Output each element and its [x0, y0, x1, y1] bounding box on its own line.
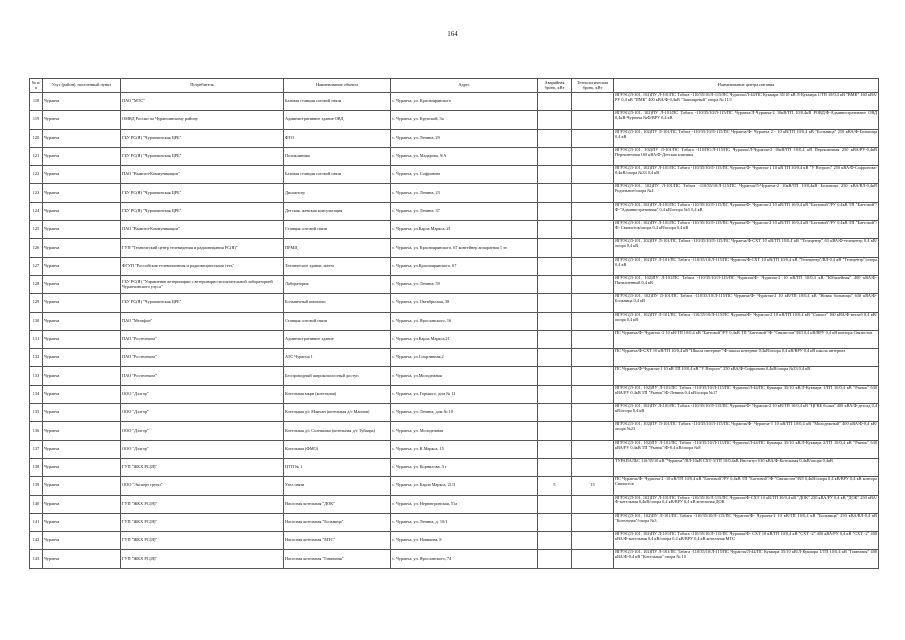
table-row [30, 330, 879, 348]
row-power-center: ПС Чурапча/Ф-Чурапча-1 10 кВ ТП 10/0,4 кВ "У Второго" 250 кВА/Ф-Софронова 0,4кВ/опора №33 0,4 кВ [614, 367, 879, 385]
row-number: 141 [30, 513, 43, 531]
objects-table [29, 78, 879, 569]
row-tech-reserve [572, 532, 614, 550]
row-power-center: ЯГРЭС(Л-101, 102)ПУ Л-101/ПС Табага -110/35/10/Л-115/ПС Чурапча/Ф- Чурапча-2 10 кВ/ТП 10/0,4 кВ "Новая больница" 630 кВА/Ф-Больница 0,4 кВ [614, 294, 879, 312]
table-row [30, 550, 879, 568]
row-emergency-reserve [538, 458, 572, 476]
row-ulus: Чурапча [43, 532, 121, 550]
row-address: с. Чурапча, ул. Октябрьская, 38 [391, 294, 538, 312]
row-ulus: Чурапча [43, 275, 121, 293]
row-number: 124 [30, 202, 43, 220]
row-power-center: ЯГРЭС(Л-101, 102)ПУ Л-101/ПС Табага -110/35/10/Л-115/ПС Чурапча/Ф- Чурапча-1 10 кВ ТП 10/0,4 кВ "У Второго" 250 кВА/Ф-Софронова- 0,4кВ/опора №33 0,4 кВ [614, 166, 879, 184]
row-number: 140 [30, 495, 43, 513]
row-tech-reserve [572, 550, 614, 568]
header-address: Адрес [391, 79, 538, 93]
row-ulus: Чурапча [43, 404, 121, 422]
table-row [30, 367, 879, 385]
row-address: с. Чурапча, ул.Красноярянского, 67 [391, 257, 538, 275]
row-address: с. Чурапча, ул. Корнилова, 3 г [391, 458, 538, 476]
row-address: с. Чурапча, ул. Ярославского, 74 [391, 550, 538, 568]
row-tech-reserve [572, 440, 614, 458]
row-consumer: ОМВД России по Чурапчинскому району [121, 111, 284, 129]
row-object: Насосная котельная "МТС" [284, 532, 391, 550]
row-ulus: Чурапча [43, 422, 121, 440]
row-object: Беспроводный широкополосный доступ [284, 367, 391, 385]
row-address: с. Чурапча, ул. Крупской, 3а [391, 111, 538, 129]
row-address: с. Чурапча, ул. Горького, дом № 11 [391, 385, 538, 403]
row-emergency-reserve [538, 495, 572, 513]
row-ulus: Чурапча [43, 166, 121, 184]
row-address: с. Чурапча, ул. Ленина, 29 [391, 129, 538, 147]
row-power-center: ЯГРЭС(Л-101, 102)ПУ Л-101/ПС Табага -110/35/10/Л-115/ПС Чурапча/Л-44/ПС Кукмара 35/10 кВ/Л-Кукмара 1/ТП 10/0,4 кВ "Рынок" 630 кВА/РУ 0,4кВ ТП "Рынок"/Ф-Ленина 0,4 кВ/опора №17 [614, 385, 879, 403]
row-emergency-reserve [538, 239, 572, 257]
row-object: ЦТП № 1 [284, 458, 391, 476]
row-address: с. Чурапча, ул. Нерюнгринская, 51а [391, 495, 538, 513]
header-tech-reserve: Технологическая бронь, кВт [572, 79, 614, 93]
row-consumer: ГБУ РС(Я) "Чурапчинская ЦРБ" [121, 294, 284, 312]
row-consumer: ГБУ РС(Я) "Чурапчинская ЦРБ" [121, 184, 284, 202]
row-address: с. Чурапча, ул. Ленина, д. 10/1 [391, 513, 538, 531]
row-power-center: ПС Чурапча/Ф- Чурапча -2 10 кВ/ТП 10/0,4 кВ "Баттовой"/РУ 0,4кВ ТП "Баттовой"/Ф-"Связистов"/ВЛ 0,4 кВ/ВРУ 0,4 кВ контора Связистов [614, 330, 879, 348]
row-tech-reserve [572, 330, 614, 348]
row-object: Базовая станция сотовой связи [284, 93, 391, 111]
row-tech-reserve [572, 202, 614, 220]
row-power-center: ЯГРЭС(Л-101, 102)ПУ Л-101/ПС Табага -110/35/10/Л-115/ПС Чурапча/Ф-СХТ 10 кВ/ТП 10/0,4 кВ "ДОК" 250 кВА/РУ 0,4 кВ "ДОК" 250 кВА/Ф-котельная 0,4кВ/опора 0,4 кВ/ВРУ 0,4 кВ котельная ДОК [614, 495, 879, 513]
table-row [30, 275, 879, 293]
row-tech-reserve [572, 404, 614, 422]
row-number: 122 [30, 166, 43, 184]
row-tech-reserve [572, 111, 614, 129]
row-ulus: Чурапча [43, 221, 121, 239]
row-power-center: ЯГРЭС(Л-101, 102)ПУ Л-101/ПС Табага -110/35/10/Л-115/ПС Чурапча/Л-Чурапча-2 10кВ/ТП 10/0,4кВ РОВД/Ф-Административное ОВД 0,4кВ-Чурапча №Ф/ВРУ 0,4 кВ [614, 111, 879, 129]
row-tech-reserve [572, 458, 614, 476]
row-power-center: ЯГРЭС(Л-101, 102)ПУ Л-101/ПС Табага -110/35/10/Л-115/ПС Чурапча/Л-44/ПС Кукмара 35/10 кВ Л-Кукмара 1/ТП 10/0,4 кВ "ВМК" 160 кВА/РУ 0,4 кВ "ПМК" 400 кВА/Ф-0,4кВ "Заполярный" опора № 11/1 [614, 93, 879, 111]
row-emergency-reserve [538, 532, 572, 550]
row-object: Котельная д/с Солнышко (котельная д/с Туйаара) [284, 422, 391, 440]
row-address: с. Чурапча, ул. Ленина, дом № 10 [391, 404, 538, 422]
row-ulus: Чурапча [43, 367, 121, 385]
row-emergency-reserve [538, 349, 572, 367]
row-consumer: ГУП "ЖКХ РС(Я)" [121, 532, 284, 550]
row-ulus: Чурапча [43, 129, 121, 147]
row-consumer: ООО "Дэлгэр" [121, 422, 284, 440]
row-power-center: ЯГРЭС(Л-101, 102)ПУ Л-101/ПС Табага -110/35/10/Л-115/ПС Чурапча/Ф-СХТ 10 кВ/ТП 10/0,4 кВ "Телецентр" 63 кВА/Ф-телецентр 0,4 кВ/опора 0,4 кВ [614, 239, 879, 257]
row-power-center: ЯГРЭС(Л-101, 102)ПУ Л-101/ПС Табага -110/35/10/Л-115/ПС Чурапча/Ф- Чурапча-2 10 кВ/ТП 10/0,4 кВ "Совхоз" 160 кВА/Ф-ветлаб 0,4 кВ/опора 0,4 кВ [614, 312, 879, 330]
row-number: 139 [30, 477, 43, 495]
row-number: 127 [30, 257, 43, 275]
row-tech-reserve [572, 367, 614, 385]
row-number: 131 [30, 330, 43, 348]
row-object: Больничный комплекс [284, 294, 391, 312]
row-ulus: Чурапча [43, 294, 121, 312]
table-row [30, 440, 879, 458]
row-address: с. Чурапча, ул.Спортивная,2 [391, 349, 538, 367]
row-consumer: ГУП "ЖКХ РС(Я)" [121, 550, 284, 568]
row-emergency-reserve [538, 147, 572, 165]
row-number: 137 [30, 440, 43, 458]
row-number: 134 [30, 385, 43, 403]
row-consumer: ООО "Дэлгэр" [121, 404, 284, 422]
row-object: Станция сотовой связи [284, 221, 391, 239]
row-number: 120 [30, 129, 43, 147]
row-emergency-reserve [538, 166, 572, 184]
row-power-center: ЯГРЭС(Л-101, 102)ПУ Л-101/ПС Табага -110/35/10/Л-115/ПС Чурапча/Л-44/ПС Кукмара 35/10 кВ/Л-Кукмара 1/ТП 10/0,4 кВ "Гимназия" 400 кВА/Ф-0,4 кВ "Котельная" опора № 10 [614, 550, 879, 568]
row-consumer: ГБУ РС(Я) "Чурапчинская ЦРБ" [121, 202, 284, 220]
table-row [30, 147, 879, 165]
row-tech-reserve [572, 495, 614, 513]
row-number: 136 [30, 422, 43, 440]
table-row [30, 257, 879, 275]
row-consumer: ГБУ РС(Я) "Чурапчинская ЦРБ" [121, 129, 284, 147]
row-object: Техническое здание, мачта [284, 257, 391, 275]
row-tech-reserve [572, 257, 614, 275]
row-ulus: Чурапча [43, 349, 121, 367]
row-ulus: Чурапча [43, 495, 121, 513]
row-tech-reserve [572, 294, 614, 312]
row-object: Базовая станция сотовой связи [284, 166, 391, 184]
row-consumer: ГУП "ЖКХ РС(Я)" [121, 495, 284, 513]
row-address: с. Чурапча, ул. Мадарова, 9/А [391, 147, 538, 165]
row-emergency-reserve [538, 202, 572, 220]
row-number: 130 [30, 312, 43, 330]
row-ulus: Чурапча [43, 147, 121, 165]
row-ulus: Чурапча [43, 385, 121, 403]
row-emergency-reserve [538, 330, 572, 348]
table-row [30, 221, 879, 239]
row-number: 126 [30, 239, 43, 257]
table-header-row [30, 79, 879, 93]
row-emergency-reserve: 5 [538, 477, 572, 495]
row-ulus: Чурапча [43, 513, 121, 531]
row-power-center: ЯГРЭС(Л-101, 102)ПУ Л-101/ПС Табага -110/35/10/Л-115/ПС Чурапча/Ф- Чурапча-2 10 кВ/ТП 10/0,4 кВ "ЦГКБ больн" 400 кВА/Ф-детсад 0,4 кВ/опора 0,4 кВ [614, 404, 879, 422]
row-number: 135 [30, 404, 43, 422]
row-object: Административное здание ОВД [284, 111, 391, 129]
row-object: Насосная котельная "ДОК" [284, 495, 391, 513]
row-number: 118 [30, 93, 43, 111]
row-object: Административное здание [284, 330, 391, 348]
row-emergency-reserve [538, 513, 572, 531]
table-row [30, 477, 879, 495]
table-row [30, 166, 879, 184]
row-power-center: ЯГРЭС(Л-101, 102)ПУ Л-101/ПС Табага -110/35/10/Л-115/ПС Чурапча/Л-44/ПС Кукмара 35/10 кВ/Л-Кукмара 2/ТП 10/0,4 кВ "Рынок" 630 кВА/РУ 0,4кВ ТП "Рынок"/Ф-0,4 кВ/опора №8 [614, 440, 879, 458]
row-emergency-reserve [538, 294, 572, 312]
row-object: Диспансер [284, 184, 391, 202]
row-power-center: ЯГРЭС(Л-101, 102)ПУ Л-101/ПС Табага -110/35/10/Л-115/ПС Чурапча/Ф- Чурапча-2 10 кВ/ТП 10/0,4 кВ "Больница" 250 кВА/ВЛ-0,4 кВ "Котельная"/опора №3 [614, 513, 879, 531]
table-row [30, 385, 879, 403]
row-tech-reserve [572, 166, 614, 184]
row-power-center: ЯГРЭС(Л-101, 102)ПУ Л-101/ПС Табага -110/35/10/Л-115/ПС Чурапча/Ф- Чурапча-2 10 кВ/ТП 10/0,4 кВ "Юбилейная" 400 кВА/Ф-Пятилиенный 0,4 кВ [614, 275, 879, 293]
row-number: 138 [30, 458, 43, 476]
row-power-center: ЯГРЭС(Л-101, 102)ПУ Л-101/ПС Табага -110/35/10/Л-115/ПС Чурапча/Ф- Чурапча-2 10 кВ/ТП 10/0,4 кВ "Баттовой"/РУ 0,4кВ ТП "Баттовой"/Ф- Связистов/опора 0,4 кВ/опора 0,4 кВ [614, 221, 879, 239]
row-object: ПРМЦ [284, 239, 391, 257]
row-consumer: ГУП "ЖКХ РС(Я)" [121, 458, 284, 476]
row-power-center: ЯГРЭС(Л-101, 102)ПУ Л-101/ПС Табага -110/35/10/Л-115/ПС Чурапча/Ф- СХТ 10 кВ/ТП 10/0,4 кВ "СХТ -2" 400 кВА/РУ 0,4 кВ "СХТ -2" 400 кВА/Ф-котельная 0,4 кВ/опора 0,4 кВ/ВРУ 0,4 кВ котельная МТС [614, 532, 879, 550]
row-address: с. Чурапча, ул.Карла Маркса,21 [391, 330, 538, 348]
row-consumer: ПАО "МТС" [121, 93, 284, 111]
table-row [30, 239, 879, 257]
row-object: ФТО [284, 129, 391, 147]
table-row [30, 184, 879, 202]
row-consumer: ПАО "Вымпел-Коммуникации" [121, 166, 284, 184]
row-object: Котельная мкрн (котельная) [284, 385, 391, 403]
table-row [30, 513, 879, 531]
table-row [30, 458, 879, 476]
header-ulus: Улус (район), населенный пункт [43, 79, 121, 93]
row-ulus: Чурапча [43, 93, 121, 111]
row-emergency-reserve [538, 275, 572, 293]
row-address: с. Чурапча, ул. Ленина, 37 [391, 202, 538, 220]
row-consumer: ПАО "Ростелеком" [121, 349, 284, 367]
row-number: 125 [30, 221, 43, 239]
row-object: Станция сотовой связи [284, 312, 391, 330]
row-number: 119 [30, 111, 43, 129]
table-row [30, 129, 879, 147]
row-consumer: ООО "Эксперт групп" [121, 477, 284, 495]
row-emergency-reserve [538, 440, 572, 458]
row-object: Поликлиника [284, 147, 391, 165]
row-object: Котельная д/с Маичан (котельная д/с Маичан) [284, 404, 391, 422]
row-consumer: ФГУП "Российская телевизионная и радиовещательная сеть" [121, 257, 284, 275]
row-address: с. Чурапча, ул. Карла Маркса, 21/3 [391, 477, 538, 495]
row-emergency-reserve [538, 550, 572, 568]
row-emergency-reserve [538, 312, 572, 330]
row-object: Узел связи [284, 477, 391, 495]
row-consumer: ПАО "Вымпел-Коммуникации" [121, 221, 284, 239]
row-consumer: ООО "Дэлгэр" [121, 385, 284, 403]
row-address: с. Чурапча, ул.Карла Маркса, 21 [391, 221, 538, 239]
row-object: Детская, женская консультация [284, 202, 391, 220]
row-emergency-reserve [538, 257, 572, 275]
row-ulus: Чурапча [43, 477, 121, 495]
row-address: с. Чурапча, ул. К.Маркса, 15 [391, 440, 538, 458]
row-number: 123 [30, 184, 43, 202]
row-emergency-reserve [538, 111, 572, 129]
table-row [30, 532, 879, 550]
row-number: 132 [30, 349, 43, 367]
row-ulus: Чурапча [43, 184, 121, 202]
row-number: 133 [30, 367, 43, 385]
row-tech-reserve [572, 221, 614, 239]
table-row [30, 312, 879, 330]
row-address: с. Чурапча, ул.Молодежная [391, 367, 538, 385]
row-ulus: Чурапча [43, 458, 121, 476]
row-ulus: Чурапча [43, 312, 121, 330]
row-tech-reserve [572, 312, 614, 330]
row-tech-reserve [572, 129, 614, 147]
row-emergency-reserve [538, 221, 572, 239]
table-row [30, 495, 879, 513]
row-consumer: ПАО "Ростелеком" [121, 330, 284, 348]
row-object: АТС Чурапча 1 [284, 349, 391, 367]
table-row [30, 294, 879, 312]
row-number: 143 [30, 550, 43, 568]
header-emergency-reserve: Аварийная бронь, кВт [538, 79, 572, 93]
row-ulus: Чурапча [43, 202, 121, 220]
row-ulus: Чурапча [43, 111, 121, 129]
row-number: 121 [30, 147, 43, 165]
row-address: с. Чурапча, ул. Ленина, 59 [391, 275, 538, 293]
row-number: 129 [30, 294, 43, 312]
row-power-center: ТУРАПАЛЬС 110/35/10 кВ "Чурапча"/ВЛ-10кВ СХТ-3/ТП 10/0,4кВ Институт 630 кВА/Ф-Котельная 0,4кВ/опора 0,4кВ [614, 458, 879, 476]
header-object: Наименование объекта [284, 79, 391, 93]
row-object: Лаборатория [284, 275, 391, 293]
row-emergency-reserve [538, 422, 572, 440]
row-emergency-reserve [538, 367, 572, 385]
table-row [30, 349, 879, 367]
row-consumer: ГУП "Технический центр телевидения и радиовещания РС(Я)" [121, 239, 284, 257]
row-tech-reserve [572, 239, 614, 257]
row-consumer: ГБУ РС(Я) "Чурапчинская ЦРБ" [121, 147, 284, 165]
row-address: с. Чурапча, ул. Ярославского, 16 [391, 312, 538, 330]
row-emergency-reserve [538, 404, 572, 422]
header-number: № п/п [30, 79, 43, 93]
row-emergency-reserve [538, 385, 572, 403]
table-row [30, 202, 879, 220]
row-consumer: ГБУ РС(Я) "Управление ветеринарии с ветеринарно-испытательной лабораторией Чурапчинского улуса" [121, 275, 284, 293]
row-object: Насосная котельная "Гимназия" [284, 550, 391, 568]
row-consumer: ПАО "Ростелеком" [121, 367, 284, 385]
row-tech-reserve [572, 93, 614, 111]
row-tech-reserve [572, 147, 614, 165]
row-power-center: ЯГРЭС(Л-101, 102)ПУ Л-101/ПС Табага -110/35/10/Л-115/ПС Чурапча/Ф-СХТ 10 кВ/ТП 10/0,4 кВ "Телецентр"/ВЛ-0,4 кВ "Телецентр"/опора 0,4 кВ [614, 257, 879, 275]
row-ulus: Чурапча [43, 239, 121, 257]
row-tech-reserve [572, 349, 614, 367]
table-row [30, 404, 879, 422]
row-tech-reserve [572, 184, 614, 202]
table-row [30, 93, 879, 111]
row-address: с. Чурапча, ул. Софронова [391, 166, 538, 184]
row-ulus: Чурапча [43, 550, 121, 568]
row-tech-reserve [572, 275, 614, 293]
row-power-center: ЯГРЭС(Л-101, 102)ПУ Л-101/ПС Табага -110/35/10/Л-115/ПС Чурапча/Ф- Чурапча 2 - 10 кВ/ТП 10/0,4 кВ "Больница" 250 кВА/Ф-Больница 0,4 кВ [614, 129, 879, 147]
row-address: с. Чурапча, ул. Ленина, 23 [391, 184, 538, 202]
row-power-center: ПС Чурапча/Ф- Чурапча-2 -10 кВ/ТП 10/0,4 кВ "Баттовой"/РУ 0,4кВ ТП "Баттовой"/Ф-"Связистов"/ВЛ 0,4кВ/опора 0,4 кВ/ВРУ 0,4 кВ контора Связистов [614, 477, 879, 495]
row-power-center: ЯГРЭС(Л-101, 102)ПУ Л-101/ПС Табага -110/35/10/Л-115/ПС Чурапча/Ф- Чурапча-1 10 кВ/ТП 10/0,4 кВ "Молодежный" 400 кВА/Ф-0,4 кВ/опора №23 [614, 422, 879, 440]
row-object: Насосная котельная "Больница" [284, 513, 391, 531]
row-tech-reserve [572, 385, 614, 403]
header-consumer: Потребитель [121, 79, 284, 93]
row-ulus: Чурапча [43, 257, 121, 275]
row-number: 128 [30, 275, 43, 293]
row-power-center: ЯГРЭС(Л-101, 102)ПУ Л-101/ПС Табага -110/ПС/Л-115/ПС Чурапча/Л-Чурапча-2 10кВ/ТП 10/0,4 кВ Переключная 250 кВА/РУ-0,4кВ Переключная 160 кВА/Ф-Детская клиника [614, 147, 879, 165]
row-emergency-reserve [538, 93, 572, 111]
row-address: с. Чурапча, ул. Новикова, 8 [391, 532, 538, 550]
row-power-center: ПС Чурапча/Ф-СХТ 10 кВ/ТП 10/0,4 кВ "Школа интернат"/Ф-школа интернат 0,4кВ/опора 0,4 кВ/ВРУ 0,4 кВ школа интернат [614, 349, 879, 367]
row-address: с. Чурапча, ул. Красноярянского [391, 93, 538, 111]
row-object: Котельная (ФМО) [284, 440, 391, 458]
row-tech-reserve: 15 [572, 477, 614, 495]
row-power-center: ЯГРЭС(Л-101, 102)ПУ Л-101/ПС Табага -110/35/10/Л-115/ПС Чурапча/Ф- Чурапча-2 10 кВ/ТП 10/0,4 кВ "Баттовой"/РУ 0,4кВ ТП "Баттовой"/Ф-"Административная" 0,4 кВ/опора №5 0,4 кВ [614, 202, 879, 220]
row-address: с. Чурапча, ул. Красноярянского, 67 контейнер аппаратная 1 эт. [391, 239, 538, 257]
table-row [30, 422, 879, 440]
row-address: с. Чурапча, ул. Молодежная [391, 422, 538, 440]
row-emergency-reserve [538, 184, 572, 202]
row-consumer: ПАО "Мегафон" [121, 312, 284, 330]
row-tech-reserve [572, 513, 614, 531]
row-power-center: ЯГРЭС(Л-101, 102)ПУ Л-101/ПС Табага -110/35/10/Л-115/ПС Чурапча/Л-Чурапча-2 10кВ/ТП 10/0,4кВ Больница 250 кВА/ВЛ-0,4кВ Родильное/опора №4 [614, 184, 879, 202]
row-number: 142 [30, 532, 43, 550]
table-row [30, 111, 879, 129]
row-emergency-reserve [538, 129, 572, 147]
row-consumer: ГУП "ЖКХ РС(Я)" [121, 513, 284, 531]
row-ulus: Чурапча [43, 330, 121, 348]
page-number: 164 [447, 30, 458, 38]
row-tech-reserve [572, 422, 614, 440]
row-consumer: ООО "Дэлгэр" [121, 440, 284, 458]
header-power-center: Наименование центра питания [614, 79, 879, 93]
row-ulus: Чурапча [43, 440, 121, 458]
